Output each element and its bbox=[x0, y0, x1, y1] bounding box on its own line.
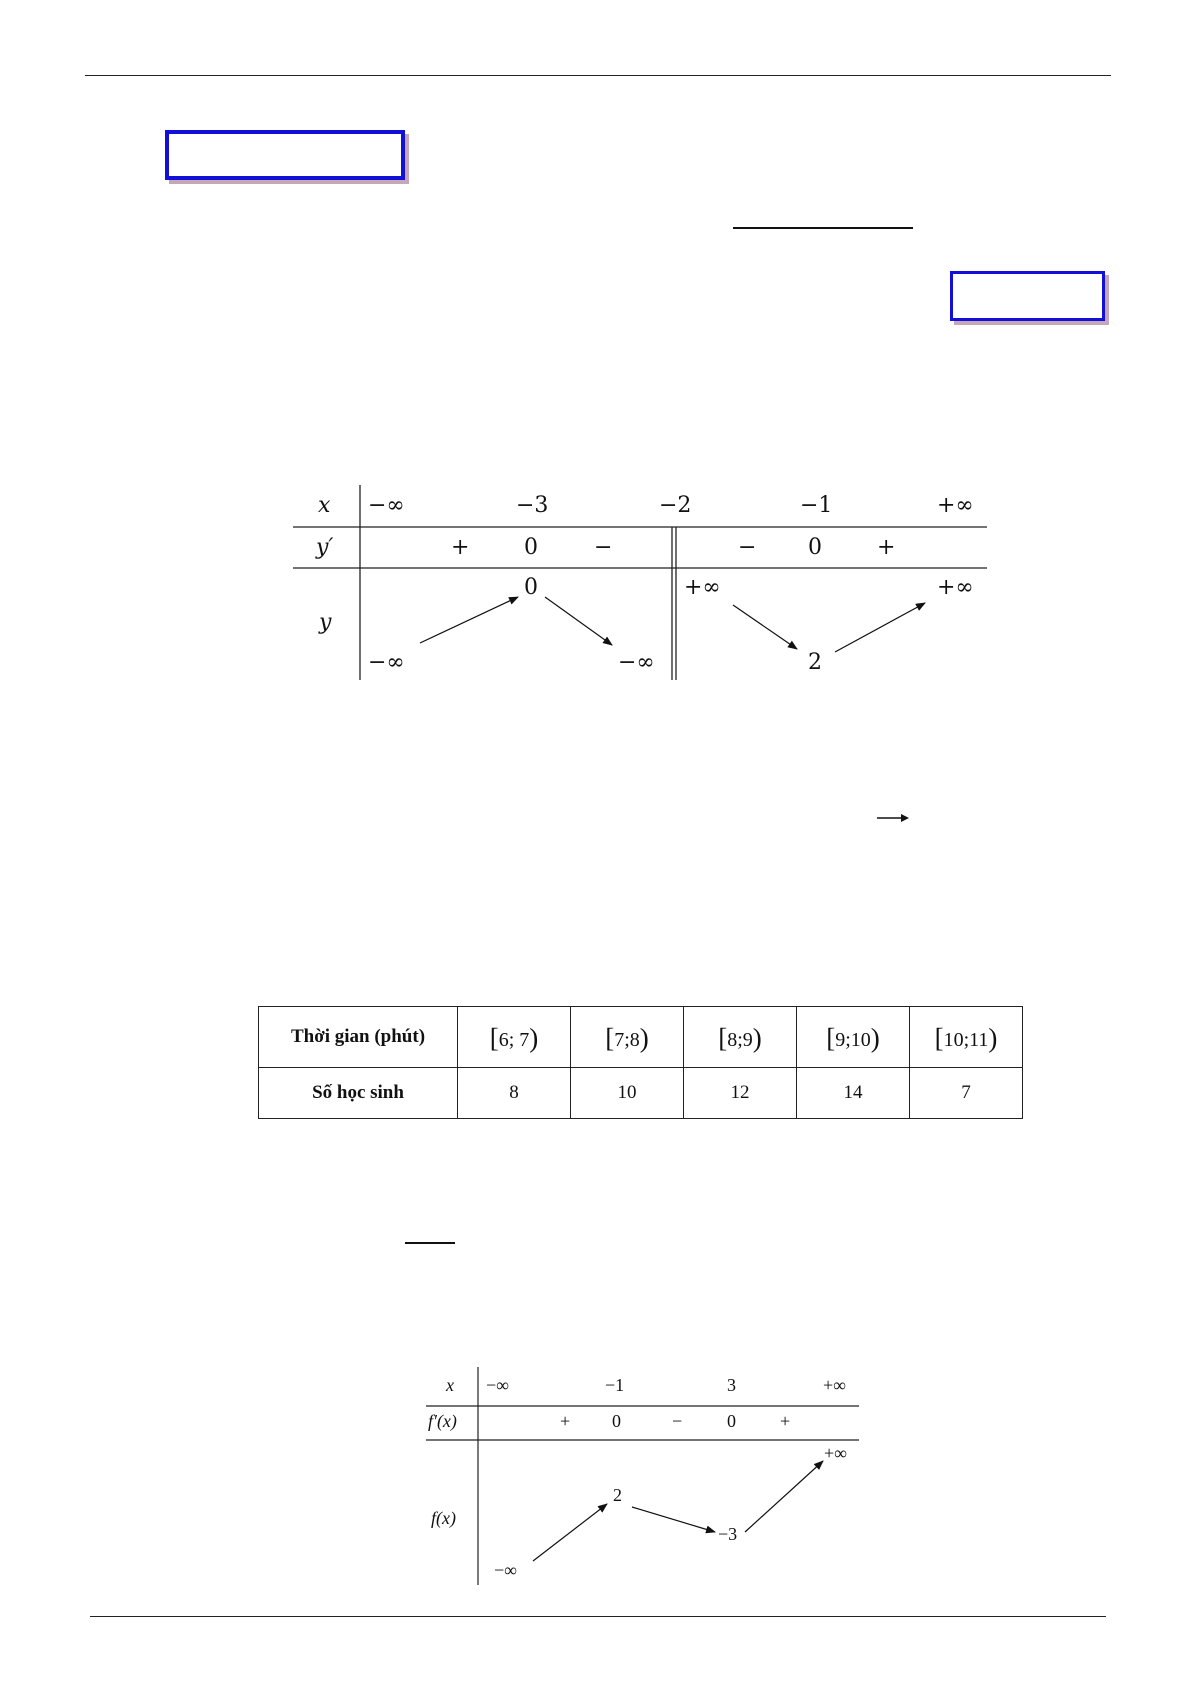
y-value-min: 2 bbox=[808, 650, 822, 675]
arrow-up-2 bbox=[745, 1461, 823, 1532]
f-value-min: −3 bbox=[718, 1524, 738, 1544]
f-value-neg-inf: −∞ bbox=[494, 1560, 517, 1580]
x-value-neg-inf: −∞ bbox=[368, 493, 405, 518]
fprime-sign-2: − bbox=[672, 1411, 683, 1431]
yprime-sign-2: − bbox=[594, 535, 613, 560]
x-value-3: 3 bbox=[727, 1375, 736, 1395]
fprime-sign-1: + bbox=[560, 1411, 571, 1431]
count-cell: 10 bbox=[571, 1068, 684, 1119]
f-value-max: 2 bbox=[613, 1485, 622, 1505]
count-header: Số học sinh bbox=[259, 1068, 458, 1119]
x-value-neg1: −1 bbox=[605, 1375, 625, 1395]
fprime-zero-2: 0 bbox=[727, 1411, 736, 1431]
yprime-label: y′ bbox=[316, 535, 334, 560]
y-label: y bbox=[319, 610, 332, 635]
y-value-pos-inf-left: +∞ bbox=[684, 575, 721, 600]
x-value-neg-inf: −∞ bbox=[486, 1375, 509, 1395]
y-value-neg-inf-left: −∞ bbox=[368, 650, 405, 675]
yprime-sign-3: − bbox=[738, 535, 757, 560]
count-cell: 12 bbox=[684, 1068, 797, 1119]
arrow-up-1 bbox=[533, 1504, 607, 1561]
x-value-neg2: −2 bbox=[659, 493, 692, 518]
yprime-sign-1: + bbox=[451, 535, 470, 560]
x-value-pos-inf: +∞ bbox=[937, 493, 974, 518]
time-header: Thời gian (phút) bbox=[259, 1007, 458, 1068]
yprime-zero-1: 0 bbox=[524, 535, 538, 560]
yprime-zero-2: 0 bbox=[808, 535, 822, 560]
count-cell: 8 bbox=[458, 1068, 571, 1119]
yprime-sign-4: + bbox=[877, 535, 896, 560]
interval-cell: [8;9) bbox=[684, 1007, 797, 1068]
fprime-sign-3: + bbox=[780, 1411, 791, 1431]
fprime-zero-1: 0 bbox=[612, 1411, 621, 1431]
x-value-neg1: −1 bbox=[800, 493, 833, 518]
count-cell: 7 bbox=[910, 1068, 1023, 1119]
f-label: f(x) bbox=[431, 1508, 456, 1528]
x-value-neg3: −3 bbox=[516, 493, 549, 518]
x-value-pos-inf: +∞ bbox=[823, 1375, 846, 1395]
interval-cell: [10;11) bbox=[910, 1007, 1023, 1068]
count-cell: 14 bbox=[797, 1068, 910, 1119]
x-label: x bbox=[446, 1375, 454, 1395]
f-value-pos-inf: +∞ bbox=[824, 1443, 847, 1463]
interval-cell: [6; 7) bbox=[458, 1007, 571, 1068]
interval-cell: [7;8) bbox=[571, 1007, 684, 1068]
interval-cell: [9;10) bbox=[797, 1007, 910, 1068]
y-value-neg-inf-right: −∞ bbox=[618, 650, 655, 675]
y-value-max: 0 bbox=[524, 575, 538, 600]
fprime-label: f′(x) bbox=[428, 1411, 457, 1431]
x-label: x bbox=[318, 493, 331, 518]
arrow-down-1 bbox=[632, 1507, 715, 1532]
y-value-pos-inf-right: +∞ bbox=[937, 575, 974, 600]
